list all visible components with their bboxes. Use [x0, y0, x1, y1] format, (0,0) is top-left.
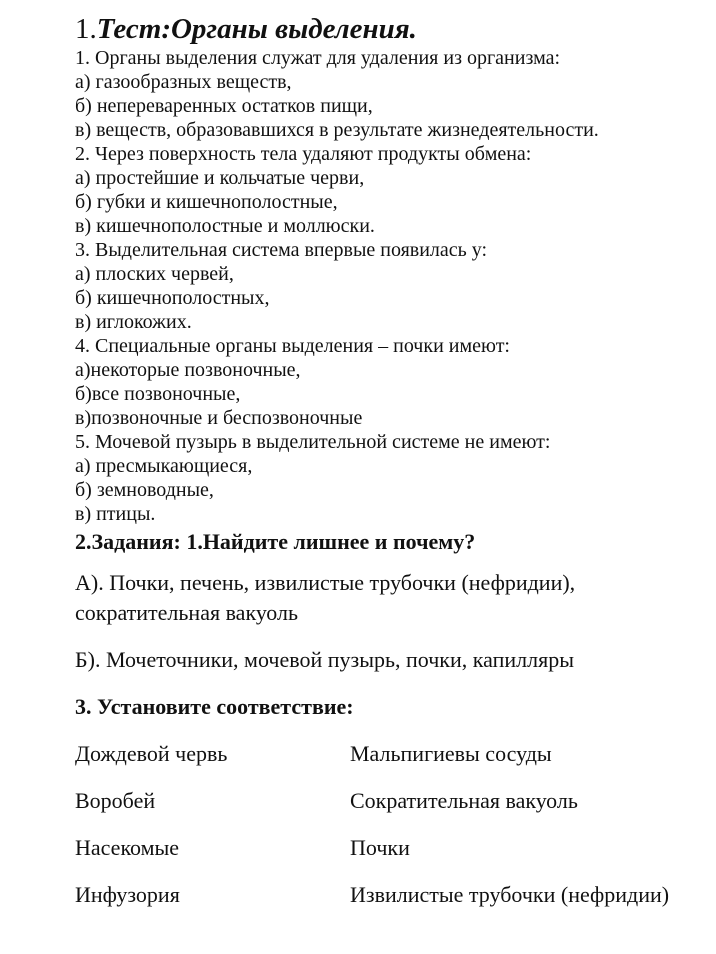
task2-option-b: Б). Мочеточники, мочевой пузырь, почки, капилляры — [75, 647, 574, 672]
question-5: 5. Мочевой пузырь в выделительной системе не имеют: — [75, 431, 551, 453]
matching-right-item: Мальпигиевы сосуды — [350, 741, 552, 766]
question-5-option-b: б) земноводные, — [75, 479, 214, 501]
question-3-option-a: а) плоских червей, — [75, 263, 234, 285]
title-text: Тест:Органы выделения. — [96, 13, 417, 45]
question-4-option-a: а)некоторые позвоночные, — [75, 359, 301, 381]
page-title — [75, 12, 715, 46]
question-4: 4. Специальные органы выделения – почки имеют: — [75, 335, 510, 357]
question-3: 3. Выделительная система впервые появилась у: — [75, 239, 488, 261]
question-2-option-b: б) губки и кишечнополостные, — [75, 191, 338, 213]
question-4-option-c: в)позвоночные и беспозвоночные — [75, 407, 363, 429]
matching-right-item: Извилистые трубочки (нефридии) — [350, 882, 670, 907]
question-3-option-c: в) иглокожих. — [75, 311, 192, 333]
question-2: 2. Через поверхность тела удаляют продукты обмена: — [75, 143, 532, 165]
question-1: 1. Органы выделения служат для удаления из организма: — [75, 47, 561, 69]
test-questions — [75, 46, 715, 526]
matching-row — [75, 739, 715, 769]
question-4-option-b: б)все позвоночные, — [75, 383, 241, 405]
question-1-option-c: в) веществ, образовавшихся в результате жизнедеятельности. — [75, 119, 599, 141]
document — [75, 12, 715, 910]
matching-table — [75, 739, 715, 910]
task2-heading: 2.Задания: 1.Найдите лишнее и почему? — [75, 529, 476, 554]
matching-left-item: Дождевой червь — [75, 741, 228, 766]
question-2-option-c: в) кишечнополостные и моллюски. — [75, 215, 375, 237]
task2-option-a — [75, 568, 715, 628]
matching-left-item: Инфузория — [75, 882, 180, 907]
question-1-option-b: б) непереваренных остатков пищи, — [75, 95, 373, 117]
task2-option-a-line1: А). Почки, печень, извилистые трубочки (нефридии), — [75, 570, 576, 595]
matching-right-item: Почки — [350, 835, 410, 860]
matching-row — [75, 880, 715, 910]
matching-left-item: Насекомые — [75, 835, 180, 860]
matching-row — [75, 786, 715, 816]
question-3-option-b: б) кишечнополостных, — [75, 287, 270, 309]
matching-left-item: Воробей — [75, 788, 156, 813]
task3-heading: 3. Установите соответствие: — [75, 694, 354, 719]
question-5-option-c: в) птицы. — [75, 503, 156, 525]
question-2-option-a: а) простейшие и кольчатые черви, — [75, 167, 365, 189]
matching-row — [75, 833, 715, 863]
matching-right-item: Сократительная вакуоль — [350, 788, 578, 813]
task2-option-a-line2: сократительная вакуоль — [75, 600, 298, 625]
question-5-option-a: а) пресмыкающиеся, — [75, 455, 253, 477]
question-1-option-a: а) газообразных веществ, — [75, 71, 292, 93]
title-number: 1. — [75, 13, 97, 45]
